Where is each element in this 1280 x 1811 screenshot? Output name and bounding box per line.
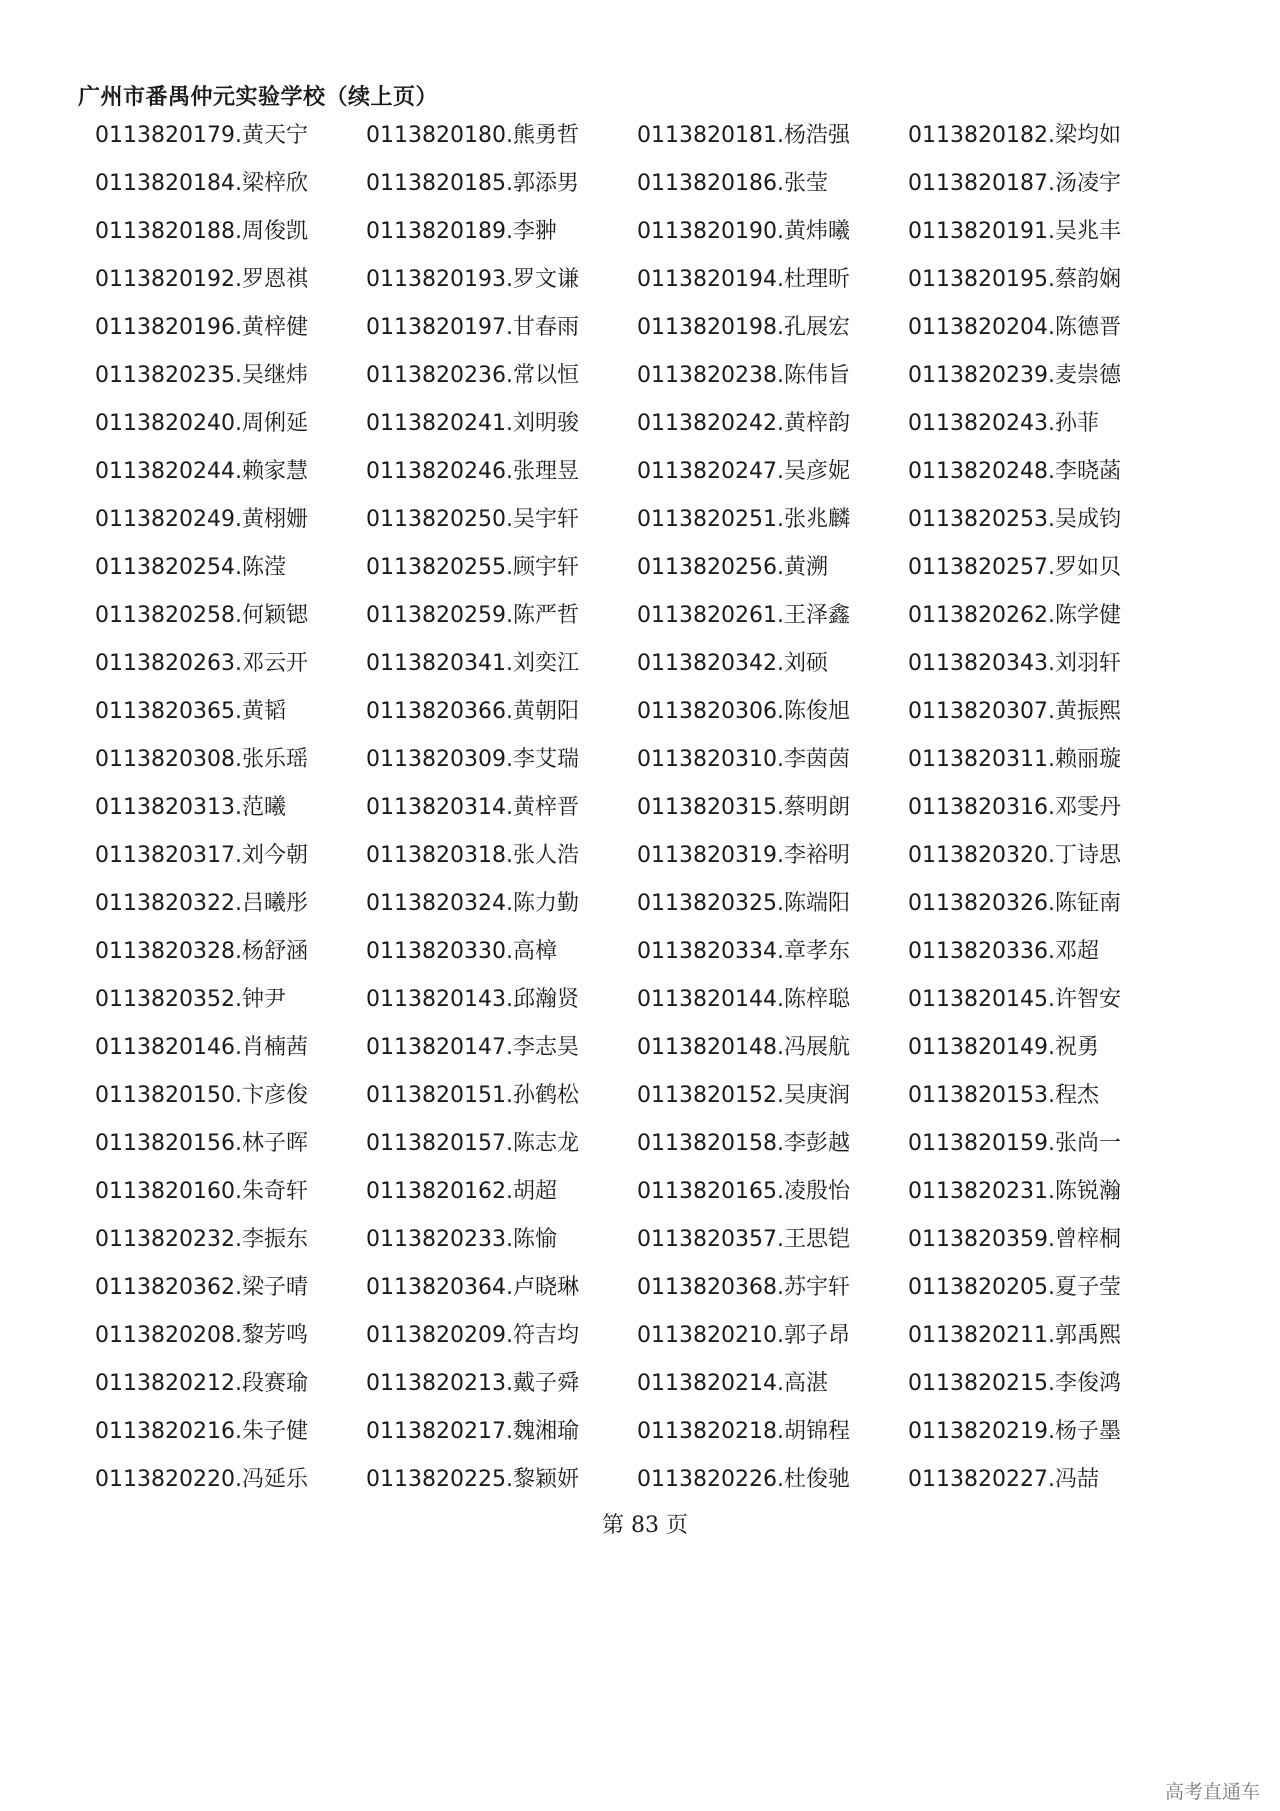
roster-entry: 0113820157.陈志龙 [366, 1131, 579, 1156]
roster-entry: 0113820215.李俊鸿 [908, 1371, 1121, 1396]
roster-entry: 0113820314.黄梓晋 [366, 795, 579, 820]
roster-entry: 0113820259.陈严哲 [366, 603, 579, 628]
roster-entry: 0113820210.郭子昂 [637, 1323, 850, 1348]
roster-entry: 0113820364.卢晓琳 [366, 1275, 579, 1300]
roster-entry: 0113820251.张兆麟 [637, 507, 850, 532]
roster-entry: 0113820330.高樟 [366, 939, 557, 964]
roster-entry: 0113820151.孙鹤松 [366, 1083, 579, 1108]
roster-entry: 0113820195.蔡韵娴 [908, 267, 1121, 292]
roster-entry: 0113820209.符吉均 [366, 1323, 579, 1348]
roster-entry: 0113820238.陈伟旨 [637, 363, 850, 388]
roster-entry: 0113820217.魏湘瑜 [366, 1419, 579, 1444]
roster-entry: 0113820220.冯延乐 [95, 1467, 308, 1492]
roster-entry: 0113820255.顾宇轩 [366, 555, 579, 580]
roster-entry: 0113820362.梁子晴 [95, 1275, 308, 1300]
roster-entry: 0113820316.邓雯丹 [908, 795, 1121, 820]
roster-entry: 0113820357.王思铠 [637, 1227, 850, 1252]
roster-entry: 0113820179.黄天宁 [95, 123, 308, 148]
roster-entry: 0113820205.夏子莹 [908, 1275, 1121, 1300]
roster-entry: 0113820247.吴彦妮 [637, 459, 850, 484]
roster-entry: 0113820258.何颖锶 [95, 603, 308, 628]
roster-entry: 0113820311.赖丽璇 [908, 747, 1121, 772]
roster-entry: 0113820242.黄梓韵 [637, 411, 850, 436]
page-heading: 广州市番禺仲元实验学校（续上页） [78, 85, 439, 110]
roster-entry: 0113820262.陈学健 [908, 603, 1121, 628]
roster-entry: 0113820309.李艾瑞 [366, 747, 579, 772]
roster-entry: 0113820315.蔡明朗 [637, 795, 850, 820]
roster-entry: 0113820306.陈俊旭 [637, 699, 850, 724]
roster-entry: 0113820308.张乐瑶 [95, 747, 308, 772]
roster-entry: 0113820156.林子晖 [95, 1131, 308, 1156]
roster-entry: 0113820182.梁均如 [908, 123, 1121, 148]
roster-entry: 0113820165.凌殷怡 [637, 1179, 850, 1204]
roster-entry: 0113820185.郭添男 [366, 171, 579, 196]
roster-entry: 0113820319.李裕明 [637, 843, 850, 868]
roster-entry: 0113820187.汤凌宇 [908, 171, 1121, 196]
roster-entry: 0113820240.周俐延 [95, 411, 308, 436]
roster-entry: 0113820216.朱子健 [95, 1419, 308, 1444]
roster-entry: 0113820147.李志昊 [366, 1035, 579, 1060]
roster-entry: 0113820253.吴成钧 [908, 507, 1121, 532]
roster-entry: 0113820261.王泽鑫 [637, 603, 850, 628]
roster-entry: 0113820190.黄炜曦 [637, 219, 850, 244]
roster-entry: 0113820208.黎芳鸣 [95, 1323, 308, 1348]
roster-entry: 0113820244.赖家慧 [95, 459, 308, 484]
roster-entry: 0113820225.黎颖妍 [366, 1467, 579, 1492]
roster-entry: 0113820326.陈钲南 [908, 891, 1121, 916]
roster-entry: 0113820231.陈锐瀚 [908, 1179, 1121, 1204]
roster-entry: 0113820198.孔展宏 [637, 315, 850, 340]
roster-entry: 0113820254.陈滢 [95, 555, 286, 580]
roster-entry: 0113820204.陈德晋 [908, 315, 1121, 340]
roster-entry: 0113820336.邓超 [908, 939, 1099, 964]
roster-entry: 0113820160.朱奇轩 [95, 1179, 308, 1204]
roster-entry: 0113820243.孙菲 [908, 411, 1099, 436]
roster-entry: 0113820211.郭禹熙 [908, 1323, 1121, 1348]
roster-entry: 0113820324.陈力勤 [366, 891, 579, 916]
roster-entry: 0113820153.程杰 [908, 1083, 1099, 1108]
roster-entry: 0113820227.冯喆 [908, 1467, 1099, 1492]
roster-entry: 0113820212.段赛瑜 [95, 1371, 308, 1396]
roster-entry: 0113820307.黄振熙 [908, 699, 1121, 724]
watermark: 高考直通车 [1164, 1781, 1260, 1803]
roster-entry: 0113820239.麦崇德 [908, 363, 1121, 388]
roster-entry: 0113820213.戴子舜 [366, 1371, 579, 1396]
roster-entry: 0113820341.刘奕江 [366, 651, 579, 676]
roster-entry: 0113820218.胡锦程 [637, 1419, 850, 1444]
roster-entry: 0113820186.张莹 [637, 171, 828, 196]
roster-entry: 0113820214.高湛 [637, 1371, 828, 1396]
roster-entry: 0113820257.罗如贝 [908, 555, 1121, 580]
roster-entry: 0113820233.陈愉 [366, 1227, 557, 1252]
roster-entry: 0113820226.杜俊驰 [637, 1467, 850, 1492]
roster-entry: 0113820320.丁诗思 [908, 843, 1121, 868]
roster-entry: 0113820192.罗恩祺 [95, 267, 308, 292]
roster-entry: 0113820148.冯展航 [637, 1035, 850, 1060]
roster-entry: 0113820313.范曦 [95, 795, 286, 820]
roster-entry: 0113820232.李振东 [95, 1227, 308, 1252]
roster-entry: 0113820194.杜理昕 [637, 267, 850, 292]
roster-entry: 0113820256.黄溯 [637, 555, 828, 580]
roster-entry: 0113820196.黄梓健 [95, 315, 308, 340]
student-roster [95, 121, 1195, 1513]
roster-entry: 0113820250.吴宇轩 [366, 507, 579, 532]
roster-entry: 0113820359.曾梓桐 [908, 1227, 1121, 1252]
roster-entry: 0113820317.刘今朝 [95, 843, 308, 868]
roster-entry: 0113820310.李茵茵 [637, 747, 850, 772]
roster-entry: 0113820334.章孝东 [637, 939, 850, 964]
roster-entry: 0113820149.祝勇 [908, 1035, 1099, 1060]
roster-entry: 0113820180.熊勇哲 [366, 123, 579, 148]
roster-entry: 0113820343.刘羽轩 [908, 651, 1121, 676]
roster-entry: 0113820352.钟尹 [95, 987, 286, 1012]
roster-entry: 0113820197.甘春雨 [366, 315, 579, 340]
roster-entry: 0113820236.常以恒 [366, 363, 579, 388]
roster-entry: 0113820219.杨子墨 [908, 1419, 1121, 1444]
roster-entry: 0113820162.胡超 [366, 1179, 557, 1204]
roster-entry: 0113820144.陈梓聪 [637, 987, 850, 1012]
roster-entry: 0113820241.刘明骏 [366, 411, 579, 436]
roster-entry: 0113820365.黄韬 [95, 699, 286, 724]
roster-entry: 0113820152.吴庚润 [637, 1083, 850, 1108]
roster-entry: 0113820184.梁梓欣 [95, 171, 308, 196]
roster-entry: 0113820181.杨浩强 [637, 123, 850, 148]
roster-entry: 0113820246.张理昱 [366, 459, 579, 484]
roster-entry: 0113820188.周俊凯 [95, 219, 308, 244]
roster-entry: 0113820249.黄栩姗 [95, 507, 308, 532]
roster-entry: 0113820322.吕曦彤 [95, 891, 308, 916]
roster-entry: 0113820325.陈端阳 [637, 891, 850, 916]
roster-entry: 0113820145.许智安 [908, 987, 1121, 1012]
roster-entry: 0113820191.吴兆丰 [908, 219, 1121, 244]
roster-entry: 0113820150.卞彦俊 [95, 1083, 308, 1108]
roster-entry: 0113820328.杨舒涵 [95, 939, 308, 964]
roster-entry: 0113820366.黄朝阳 [366, 699, 579, 724]
roster-entry: 0113820235.吴继炜 [95, 363, 308, 388]
roster-entry: 0113820158.李彭越 [637, 1131, 850, 1156]
roster-entry: 0113820318.张人浩 [366, 843, 579, 868]
roster-entry: 0113820342.刘硕 [637, 651, 828, 676]
roster-entry: 0113820368.苏宇轩 [637, 1275, 850, 1300]
roster-entry: 0113820159.张尚一 [908, 1131, 1121, 1156]
roster-entry: 0113820263.邓云开 [95, 651, 308, 676]
page-number: 第 83 页 [602, 1513, 688, 1538]
roster-entry: 0113820143.邱瀚贤 [366, 987, 579, 1012]
roster-entry: 0113820146.肖楠茜 [95, 1035, 308, 1060]
roster-entry: 0113820248.李晓菡 [908, 459, 1121, 484]
roster-entry: 0113820189.李翀 [366, 219, 557, 244]
roster-entry: 0113820193.罗文谦 [366, 267, 579, 292]
